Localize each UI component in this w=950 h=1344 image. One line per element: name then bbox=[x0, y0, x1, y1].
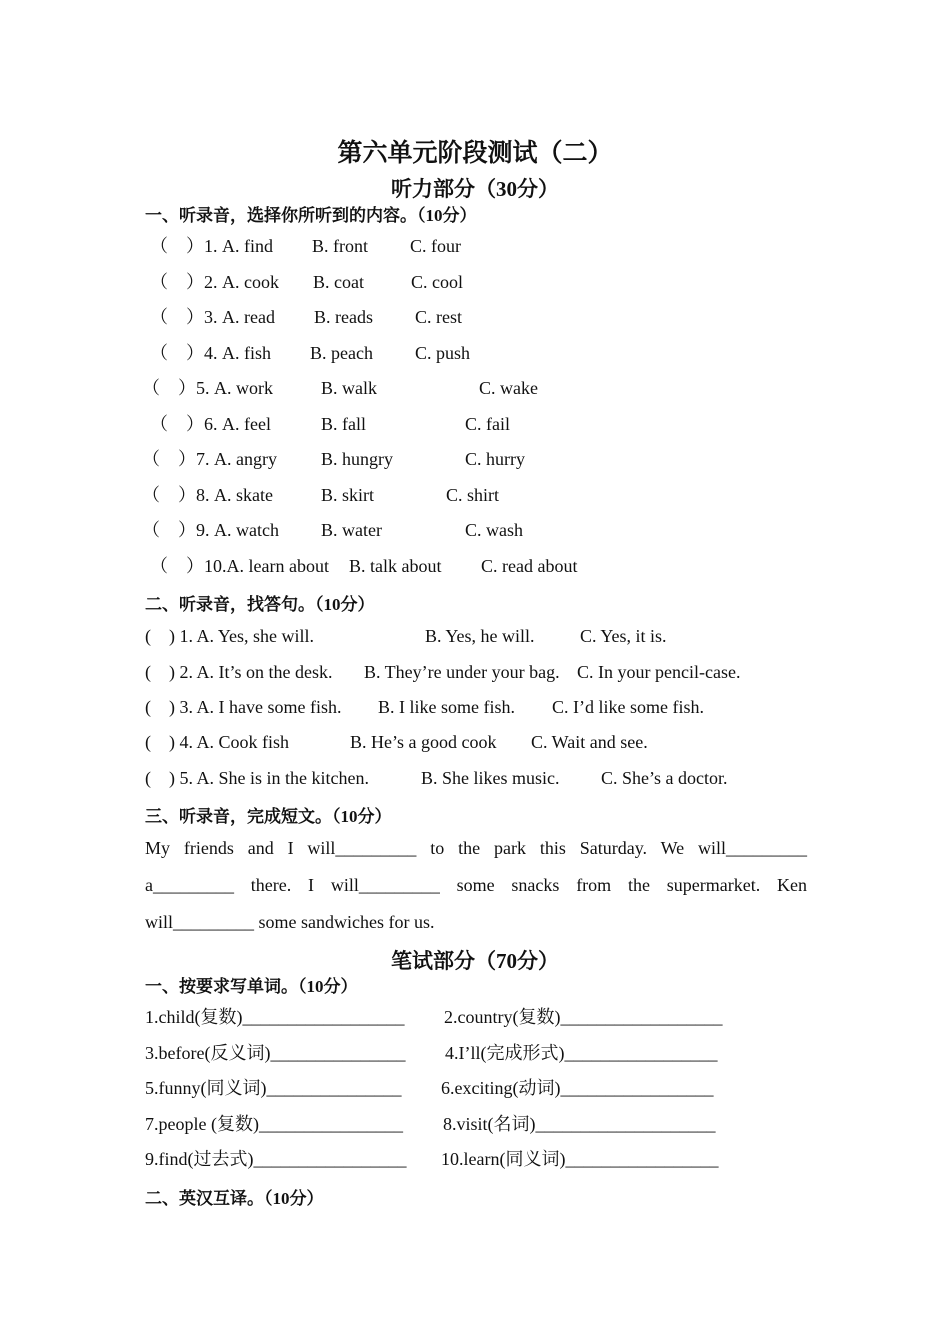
word-task: 8.visit(名词)____________________ bbox=[443, 1114, 716, 1134]
option-c: C. wake bbox=[479, 378, 538, 398]
listening-part2-heading: 二、听录音，找答句。（10分） bbox=[145, 595, 375, 614]
question-item: （ ）2. A. cook bbox=[150, 272, 279, 292]
question-item: ( ) 4. A. Cook fish bbox=[145, 732, 289, 752]
listening-part3-heading: 三、听录音，完成短文。（10分） bbox=[145, 807, 392, 826]
option-c: C. cool bbox=[411, 272, 463, 292]
option-c: C. four bbox=[410, 236, 461, 256]
option-b: B. They’re under your bag. bbox=[364, 662, 560, 682]
option-b: B. talk about bbox=[349, 556, 442, 576]
written-part2-heading: 二、英汉互译。（10分） bbox=[145, 1189, 324, 1208]
listening-heading: 听力部分（30分） bbox=[391, 177, 559, 201]
cloze-line: a_________ there. I will_________ some snacks from the supermarket. Ken bbox=[145, 875, 807, 895]
option-c: C. wash bbox=[465, 520, 523, 540]
option-b: B. peach bbox=[310, 343, 373, 363]
question-item: （ ）1. A. find bbox=[150, 236, 273, 256]
word-task: 7.people (复数)________________ bbox=[145, 1114, 403, 1134]
question-item: （ ）8. A. skate bbox=[142, 485, 273, 505]
question-item: ( ) 1. A. Yes, she will. bbox=[145, 626, 315, 646]
option-b: B. Yes, he will. bbox=[425, 626, 535, 646]
cloze-line: will_________ some sandwiches for us. bbox=[145, 912, 435, 932]
question-item: （ ）7. A. angry bbox=[142, 449, 277, 469]
option-c: C. She’s a doctor. bbox=[601, 768, 728, 788]
word-task: 1.child(复数)__________________ bbox=[145, 1007, 405, 1027]
option-c: C. In your pencil-case. bbox=[577, 662, 741, 682]
word-task: 9.find(过去式)_________________ bbox=[145, 1149, 407, 1169]
option-c: C. rest bbox=[415, 307, 462, 327]
question-item: （ ）10.A. learn about bbox=[150, 556, 329, 576]
option-c: C. read about bbox=[481, 556, 578, 576]
option-c: C. I’d like some fish. bbox=[552, 697, 704, 717]
option-b: B. fall bbox=[321, 414, 366, 434]
written-part1-heading: 一、按要求写单词。（10分） bbox=[145, 977, 358, 996]
word-task: 5.funny(同义词)_______________ bbox=[145, 1078, 402, 1098]
cloze-line: My friends and I will_________ to the park this Saturday. We will_________ bbox=[145, 838, 807, 858]
word-task: 4.I’ll(完成形式)_________________ bbox=[445, 1043, 718, 1063]
question-item: ( ) 5. A. She is in the kitchen. bbox=[145, 768, 369, 788]
written-heading: 笔试部分（70分） bbox=[391, 949, 559, 973]
question-item: （ ）5. A. work bbox=[142, 378, 273, 398]
word-task: 2.country(复数)__________________ bbox=[444, 1007, 723, 1027]
option-b: B. coat bbox=[313, 272, 364, 292]
option-b: B. reads bbox=[314, 307, 373, 327]
option-c: C. push bbox=[415, 343, 471, 363]
question-item: （ ）9. A. watch bbox=[142, 520, 279, 540]
word-task: 6.exciting(动词)_________________ bbox=[441, 1078, 714, 1098]
question-item: ( ) 3. A. I have some fish. bbox=[145, 697, 342, 717]
option-b: B. walk bbox=[321, 378, 377, 398]
listening-part1-heading: 一、听录音，选择你所听到的内容。（10分） bbox=[145, 206, 477, 225]
word-task: 3.before(反义词)_______________ bbox=[145, 1043, 406, 1063]
option-c: C. Wait and see. bbox=[531, 732, 648, 752]
option-c: C. hurry bbox=[465, 449, 525, 469]
option-b: B. water bbox=[321, 520, 382, 540]
question-item: ( ) 2. A. It’s on the desk. bbox=[145, 662, 333, 682]
word-task: 10.learn(同义词)_________________ bbox=[441, 1149, 719, 1169]
option-b: B. She likes music. bbox=[421, 768, 560, 788]
question-item: （ ）6. A. feel bbox=[150, 414, 271, 434]
option-c: C. Yes, it is. bbox=[580, 626, 667, 646]
question-item: （ ）4. A. fish bbox=[150, 343, 271, 363]
question-item: （ ）3. A. read bbox=[150, 307, 275, 327]
option-b: B. I like some fish. bbox=[378, 697, 515, 717]
option-b: B. skirt bbox=[321, 485, 375, 505]
option-b: B. He’s a good cook bbox=[350, 732, 497, 752]
option-b: B. hungry bbox=[321, 449, 393, 469]
option-c: C. shirt bbox=[446, 485, 500, 505]
option-c: C. fail bbox=[465, 414, 510, 434]
option-b: B. front bbox=[312, 236, 368, 256]
page-title: 第六单元阶段测试（二） bbox=[337, 140, 613, 167]
